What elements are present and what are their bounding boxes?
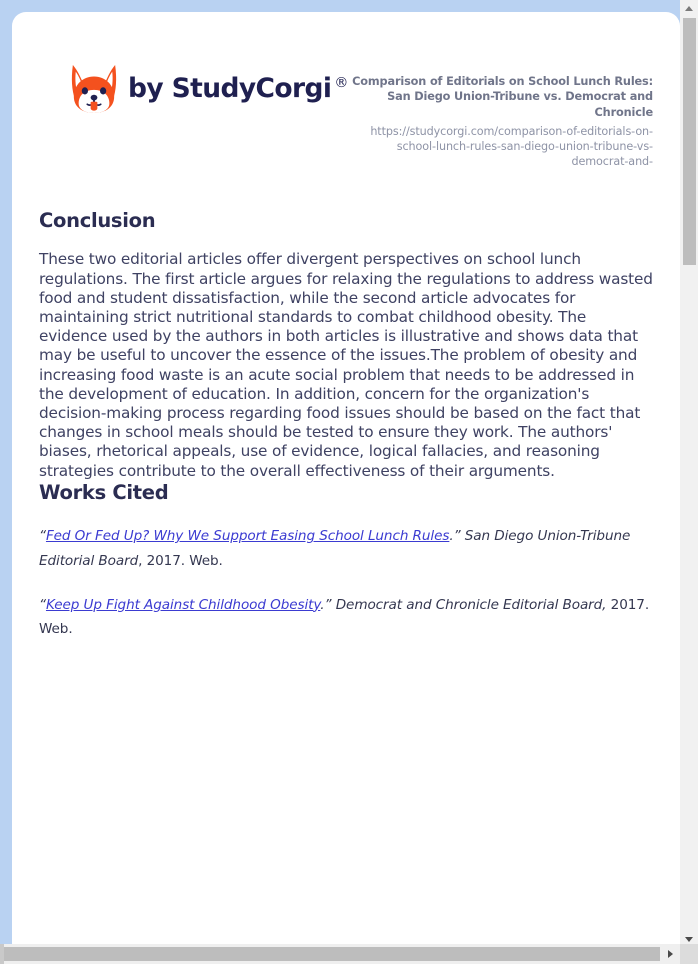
citation-open-quote: “ [39,596,46,613]
brand-wordmark: by StudyCorgi ® [128,72,348,104]
scroll-up-button[interactable] [680,0,698,17]
citation-open-quote: “ [39,528,46,545]
registered-trademark-icon: ® [334,74,348,91]
citation-link[interactable]: Keep Up Fight Against Childhood Obesity [45,596,321,613]
header-document-url: https://studycorgi.com/comparison-of-editorials-on-school-lunch-rules-san-diego-union-tribune-vs-democrat-and- [370,124,653,168]
horizontal-scrollbar-thumb[interactable] [0,947,660,961]
horizontal-scrollbar-leftcap [0,944,4,964]
citation-suffix: , 2017. Web. [138,552,223,569]
chevron-right-icon [668,950,673,958]
document-content [39,169,653,642]
conclusion-heading: Conclusion [39,209,156,233]
citation-entry [39,593,653,642]
scrollbar-corner [680,944,698,964]
studycorgi-brand[interactable] [39,62,348,114]
corgi-face-icon [70,62,118,114]
chevron-down-icon [685,937,693,942]
citation-close-quote: .” [449,528,461,545]
vertical-scrollbar[interactable] [680,0,698,948]
document-card [12,12,680,944]
vertical-scrollbar-thumb[interactable] [683,18,696,265]
chevron-up-icon [685,6,693,11]
citation-close-quote: .” [320,596,332,613]
citation-source: Democrat and Chronicle Editorial Board, [331,596,607,613]
scroll-right-button[interactable] [660,944,680,964]
conclusion-paragraph: These two editorial articles offer divergent perspectives on school lunch regulations. The first article argues for relaxing the regulations to address wasted food and student dissatisfaction, while the second article advocates for maintaining strict nutritional standards to combat childhood obesity. The evidence used by the authors in both articles is illustrative and shows data that may be useful to uncover the essence of the issues.The problem of obesity and increasing food waste is an acute social problem that needs to be addressed in the development of education. In addition, concern for the organization's decision-making process regarding food issues should be based on the fact that changes in school meals should be tested to ensure they work. The authors' biases, rhetorical appeals, use of evidence, logical fallacies, and reasoning strategies contribute to the overall effectiveness of their arguments. [39,250,653,480]
citation-link[interactable]: Fed Or Fed Up? Why We Support Easing School Lunch Rules [45,528,450,545]
horizontal-scrollbar[interactable] [0,944,698,964]
works-cited-heading: Works Cited [39,480,169,504]
document-header [39,12,653,169]
header-meta [348,62,653,169]
citation-entry [39,524,653,573]
citation-suffix: 2017. Web. [39,596,650,638]
header-document-title: Comparison of Editorials on School Lunch Rules: San Diego Union-Tribune vs. Democrat and Chronicle [352,75,653,119]
citation-source: San Diego Union-Tribune Editorial Board [39,528,631,569]
